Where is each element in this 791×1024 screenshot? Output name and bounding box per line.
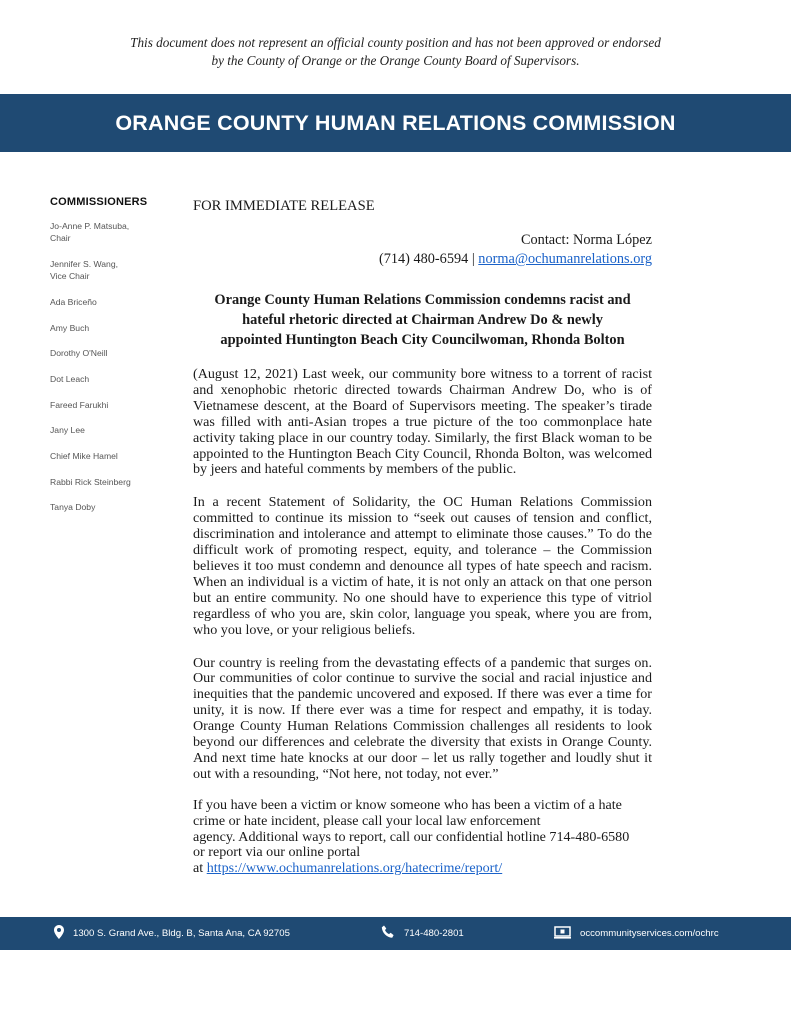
headline-line: hateful rhetoric directed at Chairman Andrew Do & newly	[242, 312, 603, 328]
commissioner-name: Tanya Doby	[50, 502, 96, 513]
commissioner	[50, 476, 170, 488]
footer-phone	[381, 917, 464, 950]
commissioner-name: Dorothy O'Neill	[50, 348, 108, 359]
commissioner	[50, 258, 170, 282]
commissioner	[50, 501, 170, 513]
commissioner-name: Amy Buch	[50, 322, 90, 333]
header-banner	[0, 94, 791, 152]
paragraph-4	[193, 798, 652, 878]
disclaimer	[0, 34, 791, 69]
footer-website[interactable]	[554, 917, 719, 950]
paragraph-1: (August 12, 2021) Last week, our community bore witness to a torrent of racist and xenophobic rhetoric directed towards Chairman Andrew Do, who is of Vietnamese descent, at the Board of Supervisors meeting. The speaker’s tirade was filled with anti-Asian tropes a true picture of the too commonplace hate activity taking place in our country today. Similarly, the first Black woman to be appointed to the Huntington Beach City Council, Rhonda Bolton, was welcomed by jeers and hateful comments by members of the public.	[193, 366, 652, 478]
commissioner	[50, 450, 170, 462]
commissioner-name: Rabbi Rick Steinberg	[50, 476, 131, 487]
commissioner-name: Ada Briceño	[50, 296, 97, 307]
footer-address-text: 1300 S. Grand Ave., Bldg. B, Santa Ana, CA 92705	[73, 928, 290, 939]
commissioners-sidebar	[50, 196, 170, 527]
report-portal-link[interactable]: https://www.ochumanrelations.org/hatecrime/report/	[206, 860, 503, 877]
headline-line: Orange County Human Relations Commission condemns racist and	[214, 292, 631, 308]
commissioner	[50, 220, 170, 244]
footer-address	[54, 917, 290, 950]
banner-title: ORANGE COUNTY HUMAN RELATIONS COMMISSION	[115, 110, 676, 135]
commissioner-name: Fareed Farukhi	[50, 399, 109, 410]
contact-name: Contact: Norma López	[520, 232, 652, 248]
paragraph-2: In a recent Statement of Solidarity, the OC Human Relations Commission committed to continue its mission to “seek out causes of tension and conflict, discrimination and intolerance and attempt to eliminate those causes.” To do the difficult work of promoting respect, equity, and tolerance – the Commission believes it too must condemn and denounce all types of hate speech and racism. When an individual is a victim of hate, it is not only an attack on that one person but an entire community. No one should have to experience this type of vitriol regardless of who you are, skin color, language you speak, where you are from, who you love, or your religious beliefs.	[193, 494, 652, 638]
commissioner-name: Dot Leach	[50, 373, 90, 384]
commissioner-name: Jo-Anne P. Matsuba,	[50, 221, 130, 231]
commissioner-name: Jennifer S. Wang,	[50, 258, 118, 269]
paragraph-4-line: at	[193, 860, 207, 877]
paragraph-4-line: agency. Additional ways to report, call our confidential hotline 714-480-6580	[193, 828, 630, 845]
commissioner-role: Vice Chair	[50, 271, 90, 282]
location-pin-icon	[54, 925, 64, 942]
commissioner	[50, 322, 170, 334]
contact-block	[193, 231, 652, 269]
commissioner	[50, 399, 170, 411]
paragraph-4-line: If you have been a victim or know someone who has been a victim of a hate	[193, 796, 622, 813]
commissioners-heading: COMMISSIONERS	[50, 196, 148, 208]
headline	[193, 290, 652, 350]
press-release-body	[193, 198, 652, 877]
contact-phone: (714) 480-6594 |	[378, 251, 479, 267]
commissioner-name: Chief Mike Hamel	[50, 451, 118, 462]
paragraph-4-line: crime or hate incident, please call your local law enforcement	[193, 812, 541, 829]
paragraph-3: Our country is reeling from the devastating effects of a pandemic that surges on. Our communities of color continue to survive the social and racial injustice and inequities that the pandemic uncovered and exposed. If there was ever a time for unity, it is now. If there ever was a time for respect and empathy, it is today. Orange County Human Relations Commission challenges all residents to look beyond our differences and celebrate the diversity that exists in Orange County. And next time hate knocks at our door – let us rally together and loudly shut it out with a resounding, “Not here, not today, not ever.”	[193, 654, 652, 782]
release-label: FOR IMMEDIATE RELEASE	[193, 198, 375, 214]
paragraph-4-line: or report via our online portal	[193, 844, 361, 861]
contact-email-link[interactable]: norma@ochumanrelations.org	[478, 251, 652, 267]
footer-website-text[interactable]: occommunityservices.com/ochrc	[580, 928, 719, 939]
commissioner	[50, 296, 170, 308]
phone-icon	[381, 925, 395, 942]
footer-phone-text: 714-480-2801	[404, 928, 464, 939]
headline-line: appointed Huntington Beach City Councilwoman, Rhonda Bolton	[220, 332, 625, 348]
contact-phone-line	[193, 250, 652, 269]
commissioner	[50, 347, 170, 359]
commissioner-role: Chair	[50, 233, 71, 244]
disclaimer-line-2: by the County of Orange or the Orange County Board of Supervisors.	[211, 52, 580, 68]
footer-bar	[0, 917, 791, 950]
commissioner	[50, 373, 170, 385]
disclaimer-line-1: This document does not represent an official county position and has not been approved or endorsed	[130, 35, 661, 50]
commissioner-name: Jany Lee	[50, 425, 85, 436]
computer-icon	[554, 926, 571, 942]
commissioner	[50, 424, 170, 436]
